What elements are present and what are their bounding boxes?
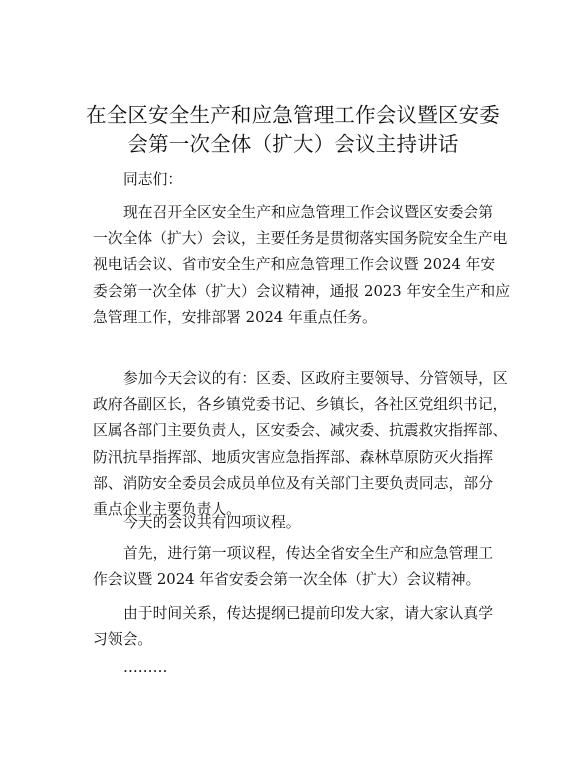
paragraph-line: 重点企业主要负责人。 (93, 501, 241, 519)
paragraph-line: 一次全体（扩大）会议，主要任务是贯彻落实国务院安全生产电 (93, 230, 508, 248)
document-title (60, 101, 526, 159)
paragraph-line: 视电话会议、省市安全生产和应急管理工作会议暨 2024 年安 (93, 256, 496, 274)
ellipsis-text: ……… (123, 659, 168, 676)
greeting (93, 167, 493, 193)
paragraph-line: 习领会。 (93, 631, 153, 649)
paragraph-line: 区属各部门主要负责人，区安委会、减灾委、抗震救灾指挥部、 (93, 422, 508, 440)
paragraph-first-agenda (93, 541, 493, 593)
paragraph-line: 作会议暨 2024 年省安委会第一次全体（扩大）会议精神。 (93, 571, 481, 589)
paragraph-agenda-count (93, 510, 493, 536)
paragraph-line: 委会第一次全体（扩大）会议精神，通报 2023 年安全生产和应 (93, 282, 510, 300)
title-line: 会第一次全体（扩大）会议主持讲话 (127, 132, 459, 156)
paragraph-line: 防汛抗旱指挥部、地质灾害应急指挥部、森林草原防灭火指挥 (93, 448, 493, 466)
ellipsis (93, 655, 493, 681)
paragraph-line: 部、消防安全委员会成员单位及有关部门主要负责同志，部分 (93, 474, 493, 492)
paragraph-meeting-purpose (93, 200, 510, 331)
paragraph-line: 政府各副区长，各乡镇党委书记、乡镇长，各社区党组织书记， (93, 396, 508, 414)
paragraph-line: 急管理工作，安排部署 2024 年重点任务。 (93, 308, 377, 326)
title-line: 在全区安全生产和应急管理工作会议暨区安委 (86, 103, 500, 127)
paragraph-line: 首先，进行第一项议程，传达全省安全生产和应急管理工 (123, 545, 493, 562)
paragraph-line: 由于时间关系，传达提纲已提前印发大家，请大家认真学 (123, 605, 493, 622)
paragraph-line: 现在召开全区安全生产和应急管理工作会议暨区安委会第 (123, 204, 493, 221)
greeting-text: 同志们： (123, 171, 183, 188)
paragraph-line: 今天的会议共有四项议程。 (123, 514, 301, 531)
paragraph-time-note (93, 601, 493, 653)
paragraph-line: 参加今天会议的有：区委、区政府主要领导、分管领导，区 (123, 370, 508, 387)
paragraph-attendees (93, 366, 508, 523)
